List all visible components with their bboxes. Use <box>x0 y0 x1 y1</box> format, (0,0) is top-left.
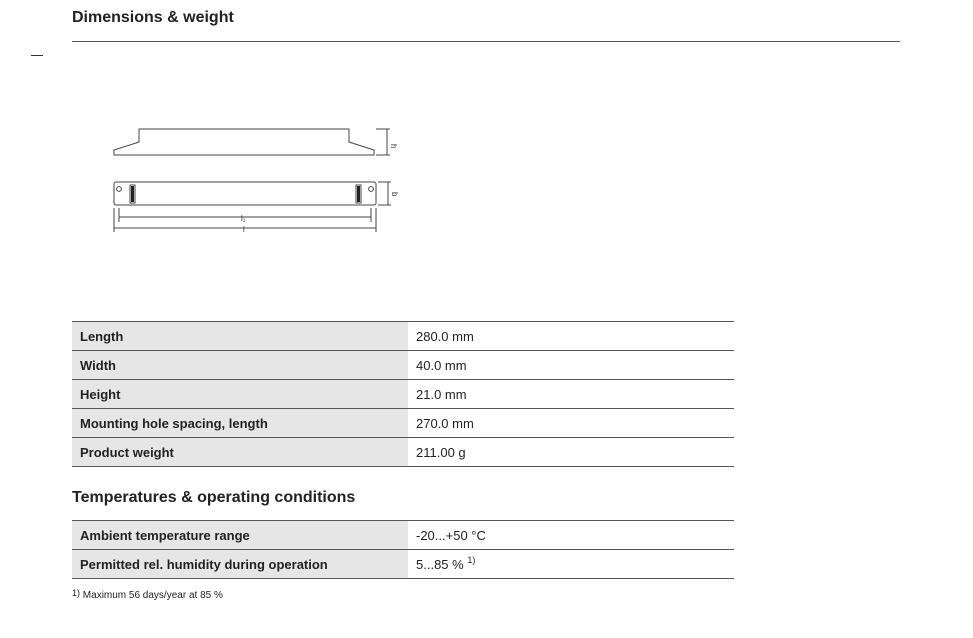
table-row <box>72 550 734 579</box>
spec-value: 211.00 g <box>408 438 734 467</box>
table-row <box>72 351 734 380</box>
footnote-marker: 1) <box>72 588 81 598</box>
footnote <box>72 590 223 601</box>
footnote-reference: 1) <box>467 554 476 565</box>
heading-divider <box>72 41 900 42</box>
spec-label: Height <box>72 380 408 409</box>
spec-value: 40.0 mm <box>408 351 734 380</box>
spec-label: Product weight <box>72 438 408 467</box>
spec-value: 270.0 mm <box>408 409 734 438</box>
spec-value: 280.0 mm <box>408 322 734 351</box>
table-row <box>72 521 734 550</box>
spec-label: Permitted rel. humidity during operation <box>72 550 408 579</box>
table-row <box>72 322 734 351</box>
height-dim-label: h <box>389 144 398 149</box>
dimension-drawing <box>108 122 398 234</box>
dimensions-table <box>72 321 734 467</box>
spec-value-cell <box>408 521 734 550</box>
spec-label: Ambient temperature range <box>72 521 408 550</box>
mounting-length-label: l₁ <box>241 214 246 223</box>
spec-value: 5...85 % <box>416 556 464 572</box>
spec-label: Length <box>72 322 408 351</box>
length-label: l <box>243 225 245 234</box>
temperatures-heading: Temperatures & operating conditions <box>72 489 356 506</box>
top-view-outline <box>114 182 376 205</box>
table-row <box>72 438 734 467</box>
spec-value: 21.0 mm <box>408 380 734 409</box>
table-row <box>72 409 734 438</box>
side-dash-mark <box>31 55 43 56</box>
table-row <box>72 380 734 409</box>
spec-label: Mounting hole spacing, length <box>72 409 408 438</box>
spec-value: -20...+50 °C <box>416 527 486 543</box>
side-profile-outline <box>114 129 374 155</box>
spec-value-cell <box>408 550 734 579</box>
footnote-text: Maximum 56 days/year at 85 % <box>82 590 223 601</box>
spec-label: Width <box>72 351 408 380</box>
width-dim-label: b <box>390 192 399 197</box>
dimensions-heading: Dimensions & weight <box>72 9 234 26</box>
temperatures-table <box>72 520 734 579</box>
